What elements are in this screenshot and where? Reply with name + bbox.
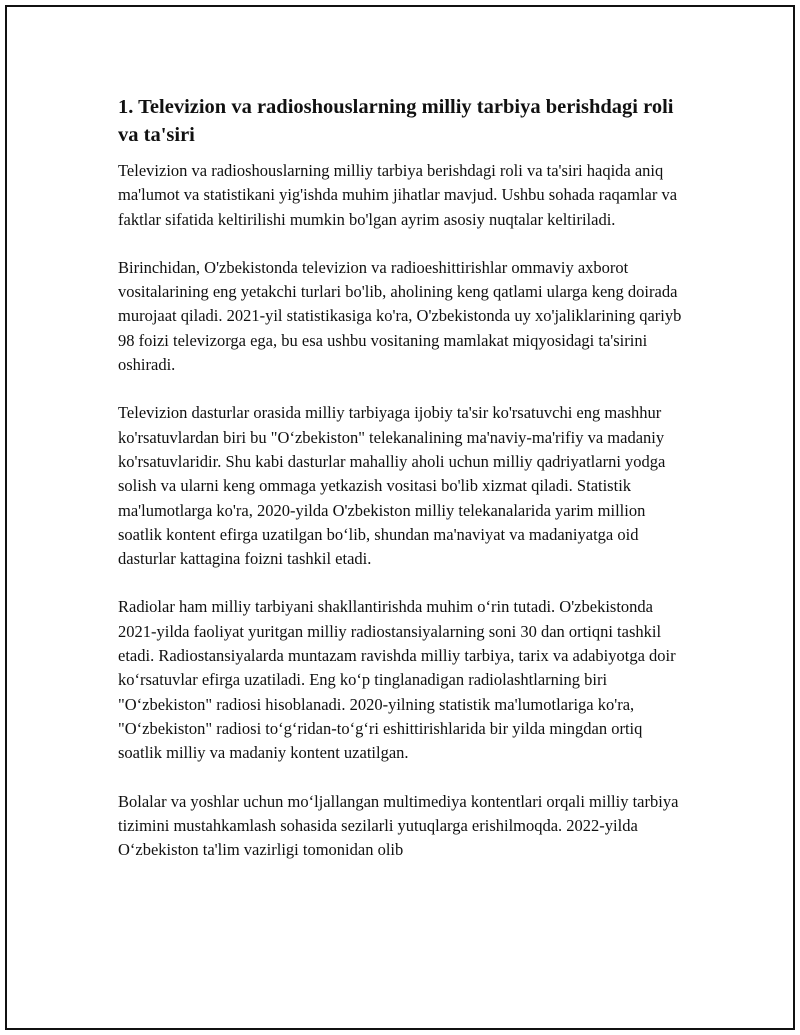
paragraph-tv-programs: Televizion dasturlar orasida milliy tarbiyaga ijobiy ta'sir ko'rsatuvchi eng mashhur ko'rsatuvlardan biri bu "O‘zbekiston" telekanalining ma'naviy-ma'rifiy va madaniy ko'rsatuvlaridir. Shu kabi dasturlar mahalliy aholi uchun milliy qadriyatlarni yodga solish va ularni keng ommaga yetkazish vositasi bo'lib xizmat qiladi. Statistik ma'lumotlarga ko'ra, 2020-yilda O'zbekiston milliy telekanalarida yarim million soatlik kontent efirga uzatilgan bo‘lib, shundan ma'naviyat va madaniyatga oid dasturlar kattagina foizni tashkil etadi. bbox=[118, 403, 666, 569]
paragraph-youth-multimedia: Bolalar va yoshlar uchun mo‘ljallangan multimediya kontentlari orqali milliy tarbiya tizimini mustahkamlash sohasida sezilarli yutuqlarga erishilmoqda. 2022-yilda O‘zbekiston ta'lim vazirligi tomonidan olib bbox=[118, 791, 679, 860]
paragraph-radio: Radiolar ham milliy tarbiyani shakllantirishda muhim o‘rin tutadi. O'zbekistonda 2021-yilda faoliyat yuritgan milliy radiostansiyalarning soni 30 dan ortiqni tashkil etadi. Radiostansiyalarda muntazam ravishda milliy tarbiya, tarix va adabiyotga doir ko‘rsatuvlar efirga uzatiladi. Eng ko‘p tinglanadigan radiolashtlarning biri "O‘zbekiston" radiosi hisoblanadi. 2020-yilning statistik ma'lumotlariga ko'ra, "O‘zbekiston" radiosi to‘g‘ridan-to‘g‘ri eshittirishlarida bir yilda mingdan ortiq soatlik milliy va madaniy kontent uzatilgan. bbox=[118, 597, 676, 763]
paragraph-television-reach: Birinchidan, O'zbekistonda televizion va radioeshittirishlar ommaviy axborot vositalarining eng yetakchi turlari bo'lib, aholining keng qatlami ularga keng doirada murojaat qiladi. 2021-yil statistikasiga ko'ra, O'zbekistonda uy xo'jaliklarining qariyb 98 foizi televizorga ega, bu esa ushbu vositaning mamlakat miqyosidagi ta'sirini oshiradi. bbox=[118, 257, 682, 375]
document-body bbox=[118, 93, 688, 886]
section-heading: 1. Televizion va radioshouslarning milliy tarbiya berishdagi roli va ta'siri bbox=[118, 96, 674, 146]
paragraph-intro: Televizion va radioshouslarning milliy tarbiya berishdagi roli va ta'siri haqida aniq ma'lumot va statistikani yig'ishda muhim jihatlar mavjud. Ushbu sohada raqamlar va faktlar sifatida keltirilishi mumkin bo'lgan ayrim asosiy nuqtalar keltiriladi. bbox=[118, 161, 678, 229]
